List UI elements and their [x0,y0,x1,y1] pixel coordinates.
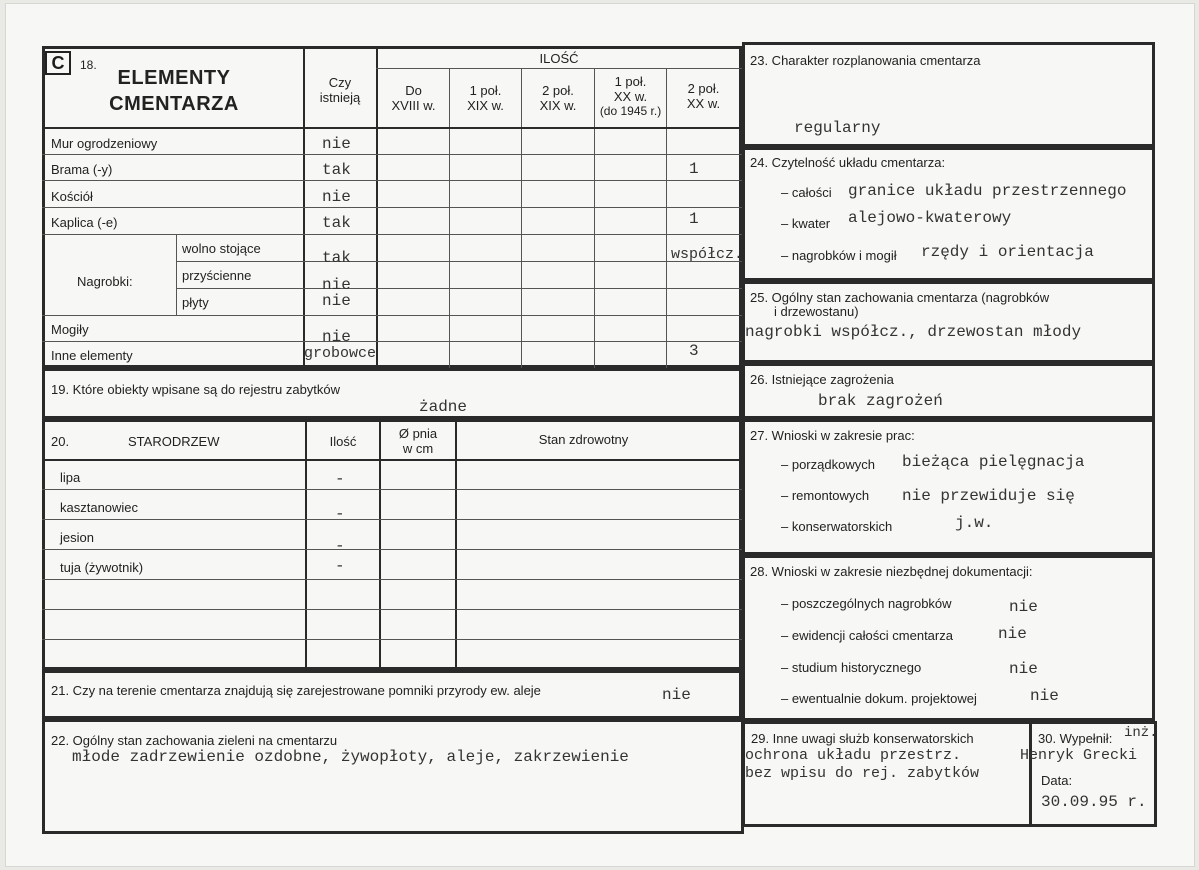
s27-rem-label: – remontowych [781,488,870,503]
row-exists-inne: grobowce [304,345,377,362]
s28-item-value: nie [1009,660,1038,678]
s20-col-pien-l2: w cm [402,441,434,456]
row-count-brama: 1 [689,160,699,178]
s21-value: nie [662,686,691,704]
s28-item-label: – ewidencji całości cmentarza [781,628,953,643]
s27-rem-value: nie przewiduje się [902,487,1075,505]
s27-porz-label: – porządkowych [781,457,875,472]
row-exists-kaplica: tak [322,214,351,232]
s29-line1: ochrona układu przestrz. [745,747,962,764]
s20-col-ilosc: Ilość [329,434,357,449]
s24-nagrobkow-label: – nagrobków i mogił [781,248,897,263]
s28-item-label: – studium historycznego [781,660,922,675]
s19-label: 19. Które obiekty wpisane są do rejestru zabytków [51,382,341,397]
row-count-wolno: współcz. [671,246,744,263]
exists-header-line2: istnieją [319,90,361,105]
s29-label: 29. Inne uwagi służb konserwatorskich [751,731,974,746]
period-header-5-l2: XX w. [686,96,721,111]
period-header-4-l2: XX w. [613,89,648,104]
period-header-1-l1: Do [405,83,422,98]
row-label-wolno: wolno stojące [182,241,261,256]
period-header-2-l1: 1 poł. [469,83,502,98]
s19-value: żadne [419,398,468,416]
period-header-2-l2: XIX w. [467,98,504,113]
tree-count: - [335,557,345,575]
row-label-nagrobki: Nagrobki: [77,274,133,289]
period-header-1-l2: XVIII w. [391,98,436,113]
row-label-plyty: płyty [182,295,209,310]
s24-calosci-value: granice układu przestrzennego [848,182,1127,200]
s30-date-label: Data: [1041,773,1073,788]
row-count-kaplica: 1 [689,210,699,228]
section-number: 18. [80,58,97,72]
row-label-brama: Brama (-y) [51,162,113,177]
tree-name: lipa [60,470,81,485]
s29-line2: bez wpisu do rej. zabytków [745,765,980,782]
row-label-inne: Inne elementy [51,348,133,363]
s27-kons-value: j.w. [955,514,994,532]
s25-label-l1: 25. Ogólny stan zachowania cmentarza (nagrobków [750,290,1050,305]
row-exists-przyscienne: nie [322,276,351,294]
s30-date: 30.09.95 r. [1041,793,1147,811]
s25-label-l2: i drzewostanu) [774,304,859,319]
row-exists-kosciol: nie [322,188,351,206]
row-exists-brama: tak [322,161,351,179]
s24-kwater-value: alejowo-kwaterowy [848,209,1012,227]
row-label-przyscienne: przyścienne [182,268,252,283]
s27-label: 27. Wnioski w zakresie prac: [750,428,915,443]
period-header-4-l3: (do 1945 r.) [599,104,662,118]
s28-label: 28. Wnioski w zakresie niezbędnej dokumentacji: [750,564,1033,579]
row-exists-plyty: nie [322,292,351,310]
s30-name: Henryk Grecki [1020,747,1138,764]
s22-value: młode zadrzewienie ozdobne, żywopłoty, aleje, zakrzewienie [72,748,629,766]
s24-kwater-label: – kwater [781,216,831,231]
s23-label: 23. Charakter rozplanowania cmentarza [750,53,981,68]
s27-kons-label: – konserwatorskich [781,519,893,534]
s20-title: STARODRZEW [128,434,220,449]
row-count-inne: 3 [689,342,699,360]
s26-label: 26. Istniejące zagrożenia [750,372,894,387]
tree-name: tuja (żywotnik) [60,560,144,575]
s24-label: 24. Czytelność układu cmentarza: [750,155,946,170]
row-exists-mogily: nie [322,328,351,346]
period-header-4-l1: 1 poł. [614,74,647,89]
s22-label: 22. Ogólny stan zachowania zieleni na cmentarzu [51,733,338,748]
period-header-5-l1: 2 poł. [687,81,720,96]
row-exists-mur: nie [322,135,351,153]
s28-item-label: – poszczególnych nagrobków [781,596,952,611]
s28-item-value: nie [998,625,1027,643]
row-exists-wolno: tak [322,249,351,267]
s28-item-label: – ewentualnie dokum. projektowej [781,691,977,706]
s28-item-value: nie [1009,598,1038,616]
s30-label: 30. Wypełnił: [1038,731,1113,746]
row-label-mur: Mur ogrodzeniowy [51,136,158,151]
row-label-mogily: Mogiły [51,322,89,337]
period-header-3-l2: XIX w. [539,98,577,113]
row-label-kaplica: Kaplica (-e) [51,215,118,230]
tree-count: - [335,470,345,488]
tree-count: - [335,537,345,555]
s24-nagrobkow-value: rzędy i orientacja [921,243,1094,261]
period-header-3-l1: 2 poł. [542,83,574,98]
s21-label: 21. Czy na terenie cmentarza znajdują się zarejestrowane pomniki przyrody ew. aleje [51,683,541,698]
starodrzew-table [42,419,742,670]
s28-item-value: nie [1030,687,1059,705]
s20-num: 20. [51,434,70,449]
s20-col-pien-l1: Ø pnia [398,426,438,441]
s30-title-abbr: inż. [1124,725,1158,741]
s27-porz-value: bieżąca pielęgnacja [902,453,1085,471]
section-title-line1: ELEMENTY [117,67,231,89]
tree-count: - [335,505,345,523]
tree-name: kasztanowiec [60,500,139,515]
exists-header-line1: Czy [328,75,352,90]
s24-calosci-label: – całości [781,185,832,200]
s25-value: nagrobki współcz., drzewostan młody [745,323,1082,341]
tree-name: jesion [60,530,94,545]
s26-value: brak zagrożeń [818,392,943,410]
quantity-header: ILOŚĆ [539,51,579,66]
row-label-kosciol: Kościół [51,189,93,204]
section-title-line2: CMENTARZA [109,93,239,115]
s20-col-stan: Stan zdrowotny [538,432,629,447]
s23-value: regularny [794,119,881,137]
section-letter: C [45,51,71,75]
